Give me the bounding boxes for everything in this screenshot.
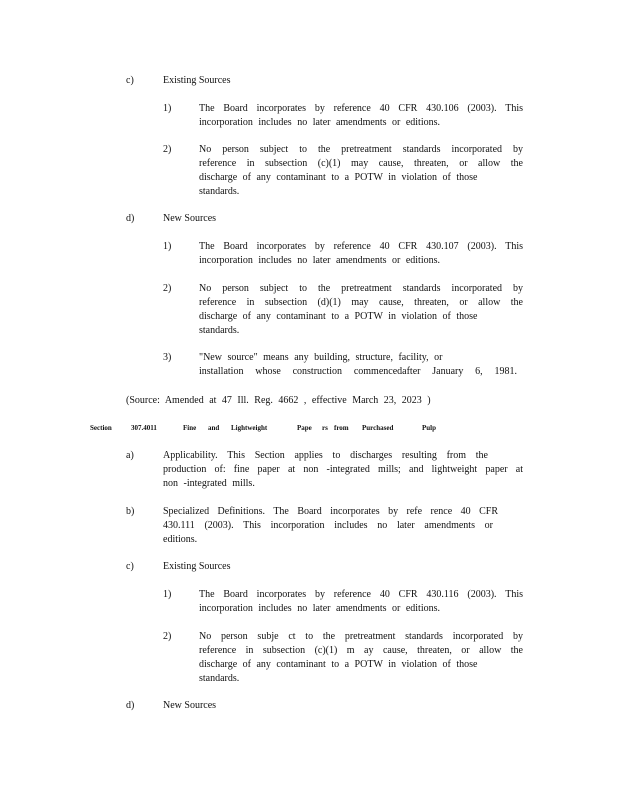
text-line: incorporation includes no later amendments or editions. — [199, 603, 440, 614]
text-line: standards. — [199, 186, 240, 197]
source-note: (Source: Amended at 47 Ill. Reg. 4662 , effective March 23, 2023 ) — [126, 395, 431, 406]
text-line: 430.111 (2003). This incorporation includes no later amendments or — [163, 520, 493, 531]
section-word: Section — [90, 424, 112, 432]
text-line: The Board incorporates by reference 40 CFR 430.106 (2003). This — [199, 103, 523, 114]
section-number: 307.4011 — [131, 424, 157, 432]
subsection-a-text — [163, 449, 523, 491]
item-c2-text — [199, 143, 523, 199]
text-line: reference in subsection (d)(1) may cause, threaten, or allow the — [199, 297, 523, 308]
item-d1-text — [199, 240, 523, 268]
subsection-b-label: b) — [126, 506, 135, 517]
item-d3-number: 3) — [163, 352, 172, 363]
text-line: incorporation includes no later amendments or editions. — [199, 117, 440, 128]
section-title-word: Pape — [297, 424, 312, 432]
text-line: editions. — [163, 534, 198, 545]
text-line: incorporation includes no later amendments or editions. — [199, 255, 440, 266]
item-d2-text — [199, 282, 523, 338]
text-line: The Board incorporates by reference 40 CFR 430.116 (2003). This — [199, 589, 523, 600]
item-d2-number: 2) — [163, 283, 172, 294]
item-c2-2-number: 2) — [163, 631, 172, 642]
section-heading — [0, 422, 618, 434]
text-line: discharge of any contaminant to a POTW in violation of those — [199, 659, 478, 670]
text-line: installation whose construction commencedafter January 6, 1981. — [199, 366, 517, 377]
text-line: No person subject to the pretreatment standards incorporated by — [199, 283, 523, 294]
item-d1-number: 1) — [163, 241, 172, 252]
text-line: Applicability. This Section applies to discharges resulting from the — [163, 450, 488, 461]
text-line: reference in subsection (c)(1) m ay cause, threaten, or allow the — [199, 645, 523, 656]
text-line: discharge of any contaminant to a POTW in violation of those — [199, 172, 478, 183]
subsection-d-heading: New Sources — [163, 213, 217, 224]
item-c2-1-number: 1) — [163, 589, 172, 600]
section-title-word: from — [334, 424, 349, 432]
subsection-a-label: a) — [126, 450, 134, 461]
text-line: Specialized Definitions. The Board incorporates by refe rence 40 CFR — [163, 506, 498, 517]
section-title-word: Purchased — [362, 424, 394, 432]
subsection-c2-heading: Existing Sources — [163, 561, 231, 572]
text-line: non -integrated mills. — [163, 478, 255, 489]
section-title-word: and — [208, 424, 220, 432]
item-c2-1-text — [199, 588, 523, 616]
section-title-word: rs — [322, 424, 328, 432]
section-title-word: Fine — [183, 424, 197, 432]
text-line: discharge of any contaminant to a POTW in violation of those — [199, 311, 478, 322]
section-title-word: Lightweight — [231, 424, 268, 432]
item-d3-text — [199, 351, 523, 379]
subsection-d2-heading: New Sources — [163, 700, 217, 711]
text-line: No person subject to the pretreatment standards incorporated by — [199, 144, 523, 155]
subsection-c-label: c) — [126, 75, 134, 86]
text-line: "New source" means any building, structure, facility, or — [199, 352, 443, 363]
section-title-word: Pulp — [422, 424, 437, 432]
text-line: standards. — [199, 673, 240, 684]
item-c1-text — [199, 102, 523, 130]
text-line: No person subje ct to the pretreatment standards incorporated by — [199, 631, 523, 642]
subsection-d-label: d) — [126, 213, 135, 224]
text-line: reference in subsection (c)(1) may cause, threaten, or allow the — [199, 158, 523, 169]
subsection-b-text — [163, 505, 523, 547]
subsection-c2-label: c) — [126, 561, 134, 572]
item-c2-2-text — [199, 630, 523, 686]
text-line: standards. — [199, 325, 240, 336]
subsection-d2-label: d) — [126, 700, 135, 711]
item-c2-number: 2) — [163, 144, 172, 155]
text-line: The Board incorporates by reference 40 CFR 430.107 (2003). This — [199, 241, 523, 252]
text-line: production of: fine paper at non -integrated mills; and lightweight paper at — [163, 464, 523, 475]
subsection-c-heading: Existing Sources — [163, 75, 231, 86]
item-c1-number: 1) — [163, 103, 172, 114]
